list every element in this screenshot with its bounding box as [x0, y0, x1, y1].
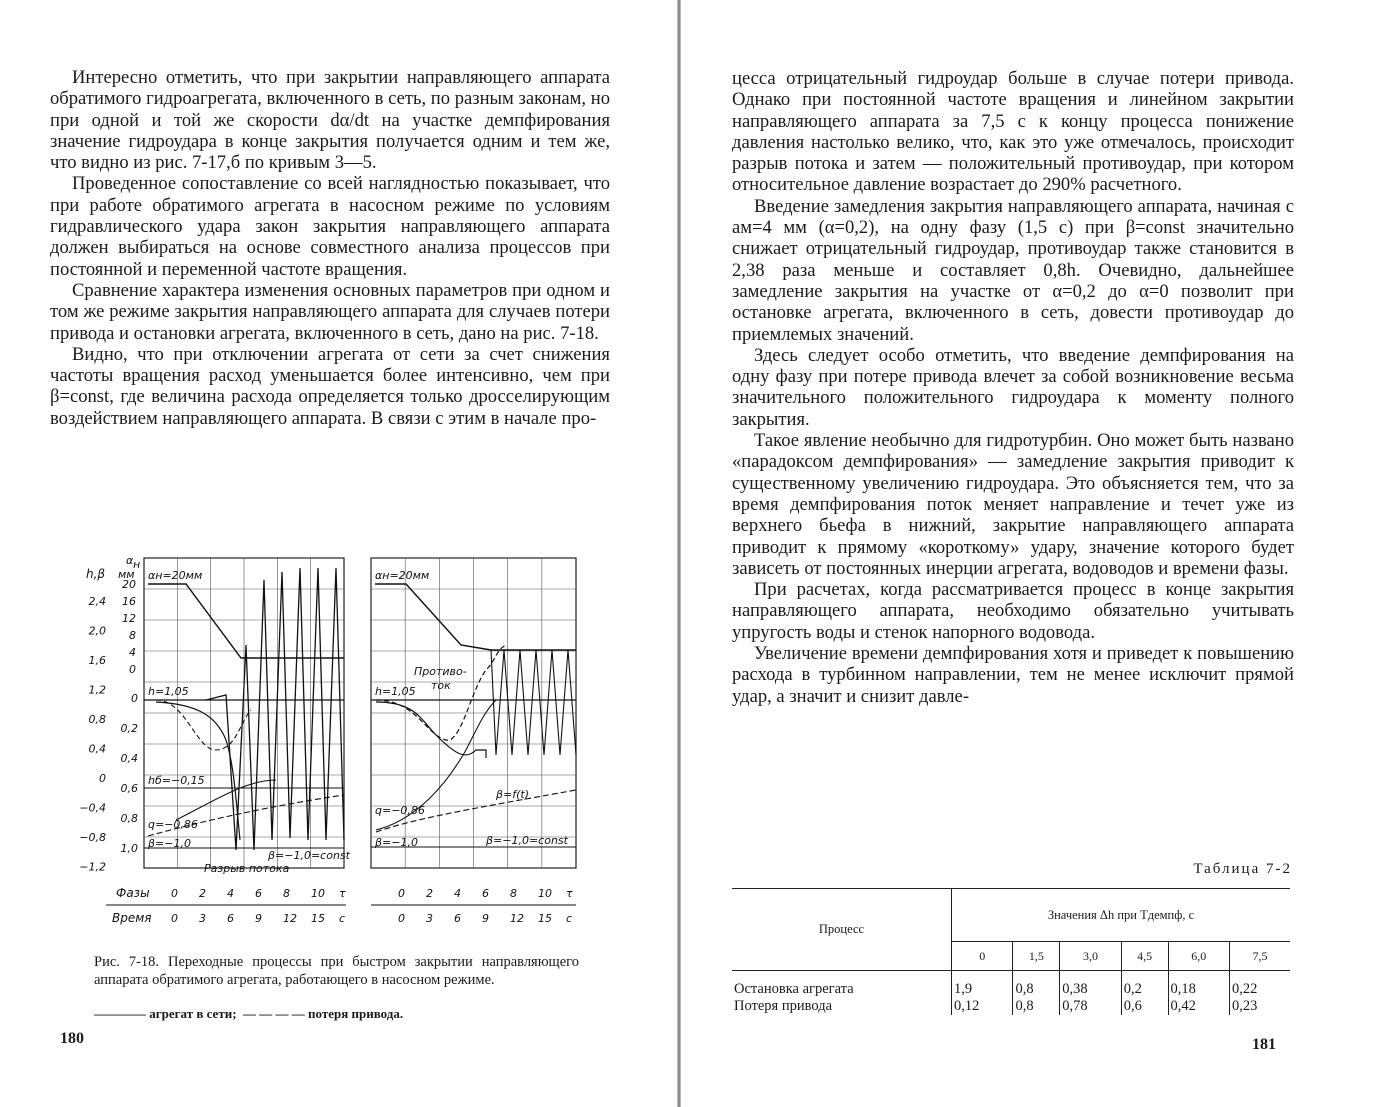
phases-label: Фазы [116, 886, 150, 900]
alpha-tick: 4 [129, 646, 136, 659]
table-header-values: Значения Δh при Tдемпф, с [952, 889, 1291, 942]
time-tick: с [566, 912, 573, 925]
phase-tick: 4 [454, 887, 461, 900]
figure-7-18 [76, 550, 586, 930]
axis-header-alpha: α [126, 554, 134, 567]
table-row-name: Потеря привода [734, 998, 833, 1014]
left-y-tick: 2,4 [88, 595, 106, 608]
time-tick: 3 [199, 912, 206, 925]
alpha-tick: 0 [129, 663, 136, 676]
time-tick: 3 [426, 912, 433, 925]
label-beta-const-right: β=−1,0=const [486, 834, 568, 847]
left-paragraph-3: Сравнение характера изменения основных параметров при одном и том же режиме закрытия направляющего аппарата для случаев потери привода и остановки агрегата, включенного в сеть, дано на рис. 7-18. [50, 279, 610, 344]
left-y-tick: 0,4 [88, 742, 106, 756]
alpha-tick: 16 [122, 595, 136, 608]
phase-tick: 4 [227, 887, 234, 900]
alpha-tick: 12 [122, 612, 136, 625]
table-cell: 0,8 [1013, 971, 1060, 999]
time-ticks-right [398, 912, 572, 925]
q-tick: 0,6 [120, 782, 138, 795]
left-page [0, 0, 680, 1107]
time-ticks-left [171, 912, 345, 925]
time-tick: 6 [454, 912, 461, 925]
table-cell: 0,2 [1121, 971, 1168, 999]
phase-tick: 0 [171, 887, 178, 900]
figure-legend [94, 1006, 579, 1022]
left-y-tick: 1,2 [88, 683, 106, 697]
alpha-ticks [122, 578, 136, 676]
q-tick: 1,0 [120, 842, 138, 855]
axis-header-alpha-sub: н [133, 558, 141, 571]
time-tick: 0 [171, 912, 178, 925]
table-cell: 0,42 [1168, 998, 1229, 1015]
right-paragraph-5: При расчетах, когда рассматривается процесс в конце закрытия направляющего аппарата, необходимо обязательно учитывать упругость воды и стенок напорного водовода. [732, 579, 1294, 643]
q-tick: 0,8 [120, 812, 138, 825]
table-col-4: 6,0 [1168, 942, 1229, 971]
table-col-1: 1,5 [1013, 942, 1060, 971]
table-cell: 0,18 [1168, 971, 1229, 999]
label-counterflow-1: Противо- [414, 665, 467, 678]
phase-tick: 6 [482, 887, 489, 900]
phase-tick: 2 [199, 887, 206, 900]
q-tick: 0,2 [120, 722, 138, 735]
table-row [732, 971, 1290, 999]
label-alpha-20mm-left: αн=20мм [148, 569, 203, 582]
label-beta-right: β=−1,0 [375, 836, 418, 849]
left-panel [144, 558, 351, 875]
right-text-column [732, 68, 1294, 707]
q-tick: 0 [131, 692, 138, 705]
phase-tick: τ [566, 887, 573, 900]
table-cell: 0,8 [1013, 998, 1060, 1015]
axis-header-alpha-unit: мм [118, 568, 135, 581]
left-y-ticks [79, 595, 106, 874]
time-tick: 15 [311, 912, 325, 925]
table-cell: 0,12 [952, 998, 1013, 1015]
left-paragraph-4: Видно, что при отключении агрегата от сети за счет снижения частоты вращения расход уменьшается более интенсивно, чем при β=const, где величина расхода определяется только дросселирующим воздействием направляющего аппарата. В связи с этим в начале про- [50, 343, 610, 429]
left-y-tick: 0,8 [88, 713, 106, 726]
phase-tick: 2 [426, 887, 433, 900]
time-tick: 9 [482, 912, 489, 925]
page-number-right: 181 [1252, 1036, 1276, 1053]
label-q-left: q=−0,86 [148, 818, 198, 831]
left-text-column [50, 67, 610, 429]
left-y-tick: 1,6 [88, 654, 106, 667]
table-row-name: Остановка агрегата [734, 981, 854, 997]
time-tick: 15 [538, 912, 552, 925]
right-paragraph-4: Такое явление необычно для гидротурбин. Оно может быть названо «парадоксом демпфирования» — замедление закрытия приводит к существенному увеличению гидроудара. Это объясняется тем, что за время демпфирования поток меняет направление и течет уже из верхнего бьефа в нижний, закрытие направляющего аппарата приводит к прямому «короткому» удару, значение которого будет зависеть от постоянных инерции агрегата, водоводов и времени фазы. [732, 430, 1294, 579]
time-tick: 12 [283, 912, 297, 925]
q-tick: 0,4 [120, 752, 138, 765]
alpha-tick: 20 [122, 578, 136, 591]
phase-ticks-left [171, 887, 346, 900]
phase-tick: 8 [283, 887, 290, 900]
table-header-process: Процесс [732, 889, 952, 971]
table-cell: 0,6 [1121, 998, 1168, 1015]
time-label: Время [112, 911, 152, 925]
right-panel [371, 558, 576, 868]
table-cell: 0,78 [1060, 998, 1121, 1015]
table-col-3: 4,5 [1121, 942, 1168, 971]
phase-tick: τ [339, 887, 346, 900]
time-tick: 6 [227, 912, 234, 925]
label-counterflow-2: ток [431, 679, 451, 692]
right-page [680, 0, 1375, 1107]
left-y-tick: 2,0 [88, 624, 106, 638]
table-cell: 0,23 [1230, 998, 1291, 1015]
table-cell: 1,9 [952, 971, 1013, 999]
alpha-tick: 8 [129, 629, 136, 642]
legend-drive-loss: потеря привода. [308, 1006, 404, 1021]
phase-tick: 10 [538, 887, 552, 900]
table-col-5: 7,5 [1230, 942, 1291, 971]
left-y-tick: 0 [99, 772, 106, 785]
right-paragraph-2: Введение замедления закрытия направляющего аппарата, начиная с aм=4 мм (α=0,2), на одну фазу (1,5 с) при β=const значительно снижает отрицательный гидроудар, противоудар также становится в 2,38 раза меньше и составляет 0,8h. Очевидно, дальнейшее замедление закрытия на участке от α=0,2 до α=0 позволит при остановке агрегата, включенного в сеть, довести противоудар до приемлемых значений. [732, 195, 1294, 345]
page-number-left: 180 [60, 1030, 84, 1047]
phase-tick: 6 [255, 887, 262, 900]
time-tick: 12 [510, 912, 524, 925]
left-y-tick: −0,8 [79, 831, 106, 844]
table-7-2 [732, 888, 1290, 1015]
left-y-tick: −1,2 [79, 860, 106, 874]
label-alpha-20mm-right: αн=20мм [375, 569, 430, 582]
label-q-right: q=−0,86 [375, 804, 425, 817]
phase-ticks-right [398, 887, 573, 900]
time-tick: 0 [398, 912, 405, 925]
phase-tick: 8 [510, 887, 517, 900]
label-beta-left: β=−1,0 [148, 837, 191, 850]
time-tick: 9 [255, 912, 262, 925]
phase-tick: 10 [311, 887, 325, 900]
left-paragraph-1: Интересно отметить, что при закрытии направляющего аппарата обратимого гидроагрегата, включенного в сеть, по разным законам, но при одной и той же скорости dα/dt на участке демпфирования значение гидроудара в конце закрытия получается одним и тем же, что видно из рис. 7-17,б по кривым 3—5. [50, 67, 610, 174]
label-h-left: h=1,05 [148, 685, 189, 698]
left-y-tick: −0,4 [79, 801, 106, 815]
table-col-2: 3,0 [1060, 942, 1121, 971]
table-cell: 0,22 [1230, 971, 1291, 999]
legend-network: агрегат в сети; [149, 1006, 237, 1021]
right-paragraph-6: Увеличение времени демпфирования хотя и приведет к повышению расхода в турбинном направлении, тем не менее исключит прямой удар, а значит и снизит давле- [732, 643, 1294, 707]
phase-tick: 0 [398, 887, 405, 900]
label-hb-left: hб=−0,15 [148, 774, 205, 787]
table-row [732, 998, 1290, 1015]
right-paragraph-3: Здесь следует особо отметить, что введение демпфирования на одну фазу при потере привода влечет за собой возникновение весьма значительного положительного гидроудара к моменту полного закрытия. [732, 344, 1294, 430]
table-caption: Таблица 7-2 [1193, 861, 1292, 877]
table-cell: 0,38 [1060, 971, 1121, 999]
left-paragraph-2: Проведенное сопоставление со всей наглядностью показывает, что при работе обратимого агрегата в насосном режиме по условиям гидравлического удара закон закрытия направляющего аппарата должен выбираться на основе совместного анализа процессов при постоянной и переменной частоте вращения. [50, 173, 610, 280]
legend-solid-line: ———— [94, 1006, 146, 1021]
label-beta-const-left: β=−1,0=const [268, 849, 350, 862]
right-paragraph-1: цесса отрицательный гидроудар больше в случае потери привода. Однако при постоянной частоте вращения и линейном закрытии направляющего аппарата за 7,5 с к концу процесса понижение давления настолько велико, что, как это уже отмечалось, происходит разрыв потока и затем — положительный противоудар, при котором относительное давление возрастает до 290% расчетного. [732, 68, 1294, 196]
legend-dashed-line: — — — — [243, 1006, 305, 1021]
table-col-0: 0 [952, 942, 1013, 971]
q-ticks [121, 692, 139, 855]
axis-header-h-beta: h,β [86, 567, 106, 581]
figure-caption: Рис. 7-18. Переходные процессы при быстром закрытии направляющего аппарата обратимого агрегата, работающего в насосном режиме. [94, 954, 579, 988]
time-tick: с [339, 912, 346, 925]
label-h-right: h=1,05 [375, 685, 416, 698]
label-beta-ft: β=f(t) [496, 788, 530, 801]
label-rupture: Разрыв потока [204, 862, 290, 875]
